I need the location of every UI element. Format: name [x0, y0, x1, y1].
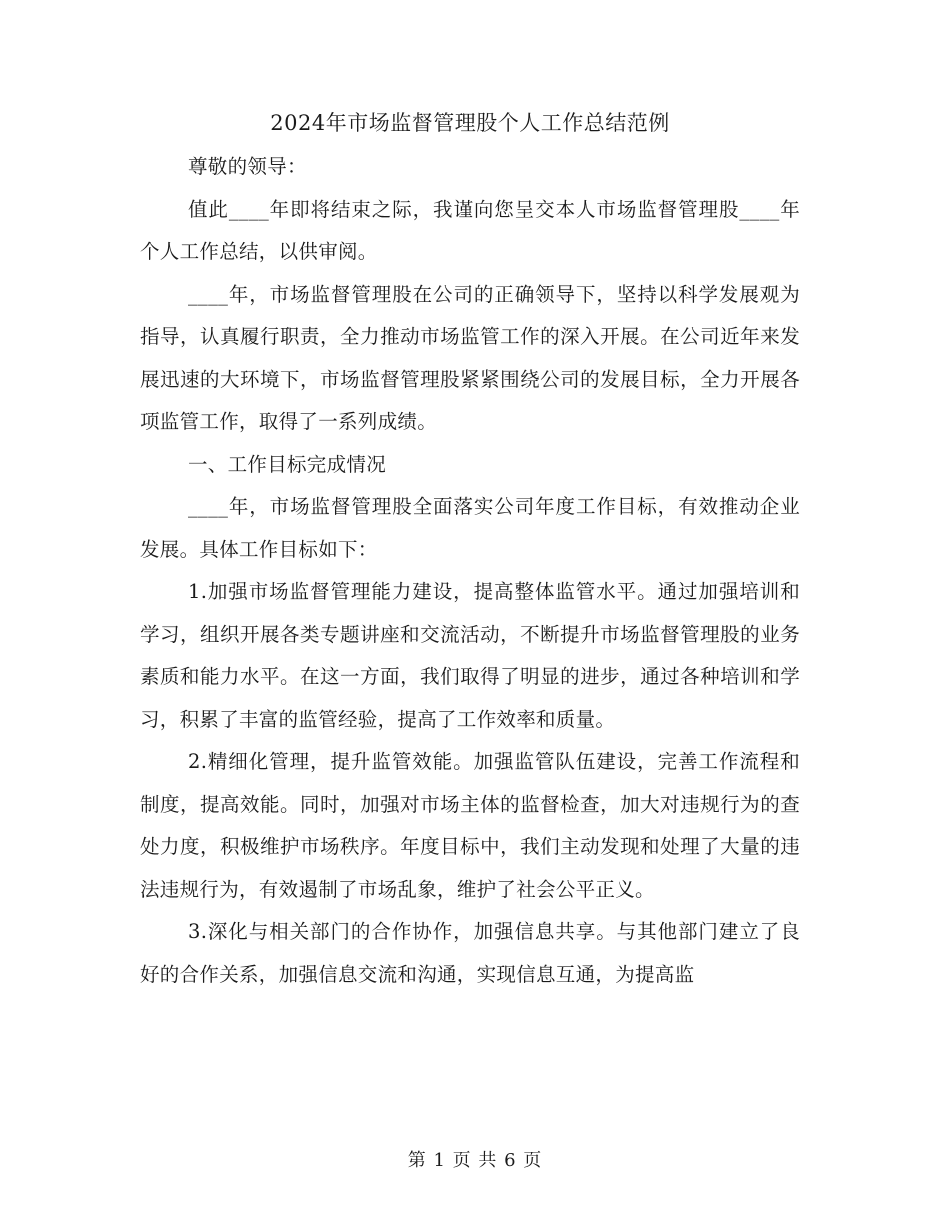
document-body: [140, 100, 800, 996]
list-item-1: 1.加强市场监督管理能力建设，提高整体监管水平。通过加强培训和学习，组织开展各类专题讲座和交流活动，不断提升市场监督管理股的业务素质和能力水平。在这一方面，我们取得了明显的进步，通过各种培训和学习，积累了丰富的监管经验，提高了工作效率和质量。: [140, 580, 800, 731]
paragraph-goals: ____年，市场监督管理股全面落实公司年度工作目标，有效推动企业发展。具体工作目标如下：: [140, 495, 800, 561]
section-heading-1: 一、工作目标完成情况: [188, 452, 387, 476]
list-item-2: 2.精细化管理，提升监管效能。加强监管队伍建设，完善工作流程和制度，提高效能。同时，加强对市场主体的监督检查，加大对违规行为的查处力度，积极维护市场秩序。年度目标中，我们主动发现和处理了大量的违法违规行为，有效遏制了市场乱象，维护了社会公平正义。: [140, 750, 800, 901]
document-title: 2024年市场监督管理股个人工作总结范例: [270, 111, 670, 135]
list-item-3: 3.深化与相关部门的合作协作，加强信息共享。与其他部门建立了良好的合作关系，加强信息交流和沟通，实现信息互通，为提高监: [140, 920, 800, 986]
paragraph-overview: ____年，市场监督管理股在公司的正确领导下，坚持以科学发展观为指导，认真履行职责，全力推动市场监管工作的深入开展。在公司近年来发展迅速的大环境下，市场监督管理股紧紧围绕公司的发展目标，全力开展各项监管工作，取得了一系列成绩。: [140, 282, 800, 433]
page-number: 第 1 页 共 6 页: [407, 1150, 543, 1171]
salutation: 尊敬的领导：: [188, 155, 307, 178]
paragraph-intro: 值此____年即将结束之际，我谨向您呈交本人市场监督管理股____年个人工作总结，以供审阅。: [140, 197, 800, 263]
